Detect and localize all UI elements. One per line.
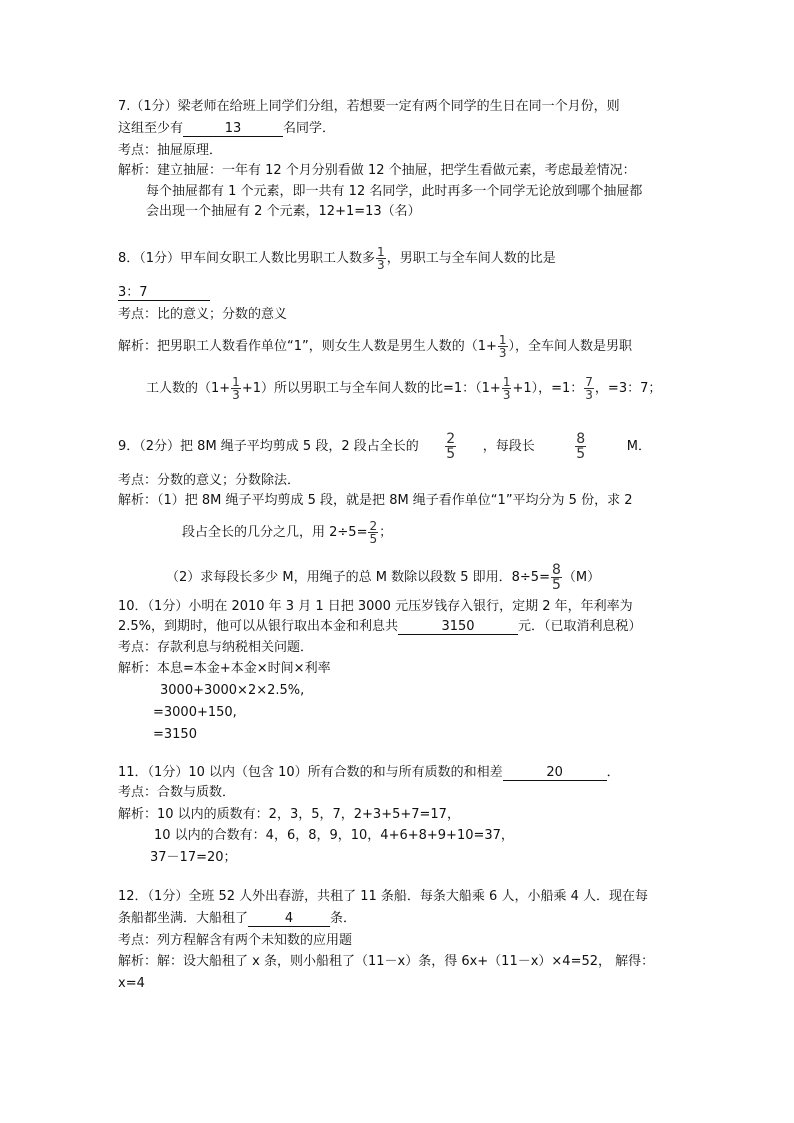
q9-stem-post: M． [626,439,651,454]
q9-answer1-blank [419,432,483,461]
q7-topic: 考点：抽屉原理． [118,143,223,158]
q8-analysis1-post: ），全车间人数是男职 [508,339,633,354]
fraction-numerator: 1 [498,333,507,347]
q9-topic: 考点：分数的意义；分数除法． [118,473,301,488]
q7-stem-line1: 7.（1分）梁老师在给班上同学们分组，若想要一定有两个同学的生日在同一个月份，则 [118,99,620,114]
fraction-denominator: 5 [576,446,586,462]
q8-analysis2-d: ，=3：7； [594,381,662,396]
q12-analysis-line1: 解析：解：设大船租了 x 条，则小船租了（11－x）条，得 6x+（11－x）×4=52， 解得： [118,954,655,969]
q8-topic: 考点：比的意义；分数的意义 [118,307,288,322]
fraction-one-third [498,334,508,359]
fraction-denominator: 3 [377,258,385,272]
q9-answer2-fraction [575,432,586,461]
q8-stem-pre: 8．（1分）甲车间女职工人数比男职工人数多 [118,251,376,266]
q7-analysis-line2: 每个抽屉都有 1 个元素，即一共有 12 名同学，此时再多一个同学无论放到哪个抽屉都 [146,184,643,199]
q9-stem-mid: ，每段长 [482,439,535,454]
q9-answer1-fraction [445,432,456,461]
q10-analysis-line4: =3150 [153,727,197,742]
fraction-numerator: 1 [232,375,240,389]
q9-analysis3-post: （M） [562,570,601,585]
fraction-numerator: 8 [551,562,561,578]
q7-stem-line2 [118,122,335,137]
q9-stem-line1 [118,432,651,461]
q12-stem-line2 [118,912,356,927]
q8-stem-post: ，男职工与全车间人数的比是 [386,251,556,266]
q7-analysis-line1: 解析：建立抽屉：一年有 12 个月分别看做 12 个抽屉，把学生看做元素，考虑最差情况： [118,163,636,178]
q8-analysis2-a: 工人数的（1+ [146,381,231,396]
q9-analysis2-text: 段占全长的几分之几，用 2÷5= [182,525,368,540]
fraction-denominator: 5 [446,446,456,462]
q8-analysis2-c: +1），=1： [512,381,584,396]
q10-stem-line1: 10．（1分）小明在 2010 年 3 月 1 日把 3000 元压岁钱存入银行，定期 2 年，年利率为 [118,599,633,614]
fraction-numerator: 2 [446,431,456,447]
q7-stem-post: 名同学． [283,121,336,136]
fraction-denominator: 3 [498,346,507,360]
q11-analysis-line3: 37－17=20； [150,850,237,865]
q9-analysis-line2 [182,520,392,545]
q11-topic: 考点：合数与质数． [118,785,236,800]
q12-stem-post: 条． [330,911,357,926]
q7-analysis-line3: 会出现一个抽屉有 2 个元素，12+1=13（名） [146,204,421,219]
q12-stem-line1: 12．（1分）全班 52 人外出春游，共租了 11 条船．每条大船乘 6 人，小船乘 4 人．现在每 [118,889,648,904]
q10-topic: 考点：存款利息与纳税相关问题． [118,640,314,655]
q11-stem-post: ． [606,765,620,780]
q8-analysis-line2 [146,376,661,401]
q10-answer-blank: 3150 [398,620,518,635]
q9-stem-pre: 9．（2分）把 8M 绳子平均剪成 5 段，2 段占全长的 [118,439,419,454]
fraction-denominator: 3 [585,388,593,402]
q9-analysis3-text: （2）求每段长多少 M，用绳子的总 M 数除以段数 5 即用．8÷5= [166,570,550,585]
q10-stem-pre: 2.5%，到期时，他可以从银行取出本金和利息共 [118,619,399,634]
q8-analysis2-b: +1）所以男职工与全车间人数的比=1：（1+ [241,381,501,396]
q10-analysis-line1: 解析：本息=本金+本金×时间×利率 [118,661,331,676]
q10-stem-line2 [118,620,642,635]
q8-answer-blank: 3：7 [118,286,210,301]
fraction-eight-fifths [551,563,562,592]
fraction-denominator: 5 [369,532,378,546]
q11-stem-pre: 11．（1分）10 以内（包含 10）所有合数的和与所有质数的和相差 [118,765,503,780]
fraction-numerator: 2 [369,519,378,533]
q9-answer2-blank [535,432,627,461]
q10-stem-post: 元．（已取消利息税） [518,619,642,634]
q9-analysis-line1: 解析：（1）把 8M 绳子平均剪成 5 段，就是把 8M 绳子看作单位“1”平均分为 5 份，求 2 [118,493,633,508]
q8-analysis1-pre: 解析：把男职工人数看作单位“1”，则女生人数是男生人数的（1+ [118,339,497,354]
fraction-two-fifths [368,520,378,545]
q7-answer-blank: 13 [183,122,283,137]
fraction-one-third [502,376,512,401]
fraction-denominator: 3 [502,388,511,402]
q12-stem-pre: 条船都坐满．大船租了 [118,911,249,926]
fraction-numerator: 7 [585,375,593,389]
fraction-one-third [376,246,386,271]
q12-answer-blank: 4 [248,912,330,927]
q11-analysis-line2: 10 以内的合数有：4，6，8，9，10，4+6+8+9+10=37， [154,828,514,843]
q11-answer-blank: 20 [503,766,607,781]
q8-stem-line1 [118,246,556,271]
fraction-one-third [231,376,241,401]
q10-analysis-line3: =3000+150, [153,705,237,720]
q9-analysis-line3 [166,563,600,592]
q11-stem-line1 [118,766,620,781]
q12-topic: 考点：列方程解含有两个未知数的应用题 [118,933,353,948]
fraction-numerator: 1 [377,245,385,259]
fraction-denominator: 3 [232,388,240,402]
q7-stem-pre: 这组至少有 [118,121,184,136]
fraction-seven-thirds [584,376,594,401]
q8-analysis-line1 [118,334,632,359]
q8-answer-line [118,286,210,301]
fraction-denominator: 5 [551,577,561,593]
q11-analysis-line1: 解析：10 以内的质数有：2，3，5，7，2+3+5+7=17， [118,807,460,822]
q9-analysis2-post: ； [379,525,393,540]
fraction-numerator: 1 [502,375,511,389]
q12-analysis-line2: x=4 [118,976,145,991]
q10-analysis-line2: 3000+3000×2×2.5%, [160,683,305,698]
fraction-numerator: 8 [576,431,586,447]
